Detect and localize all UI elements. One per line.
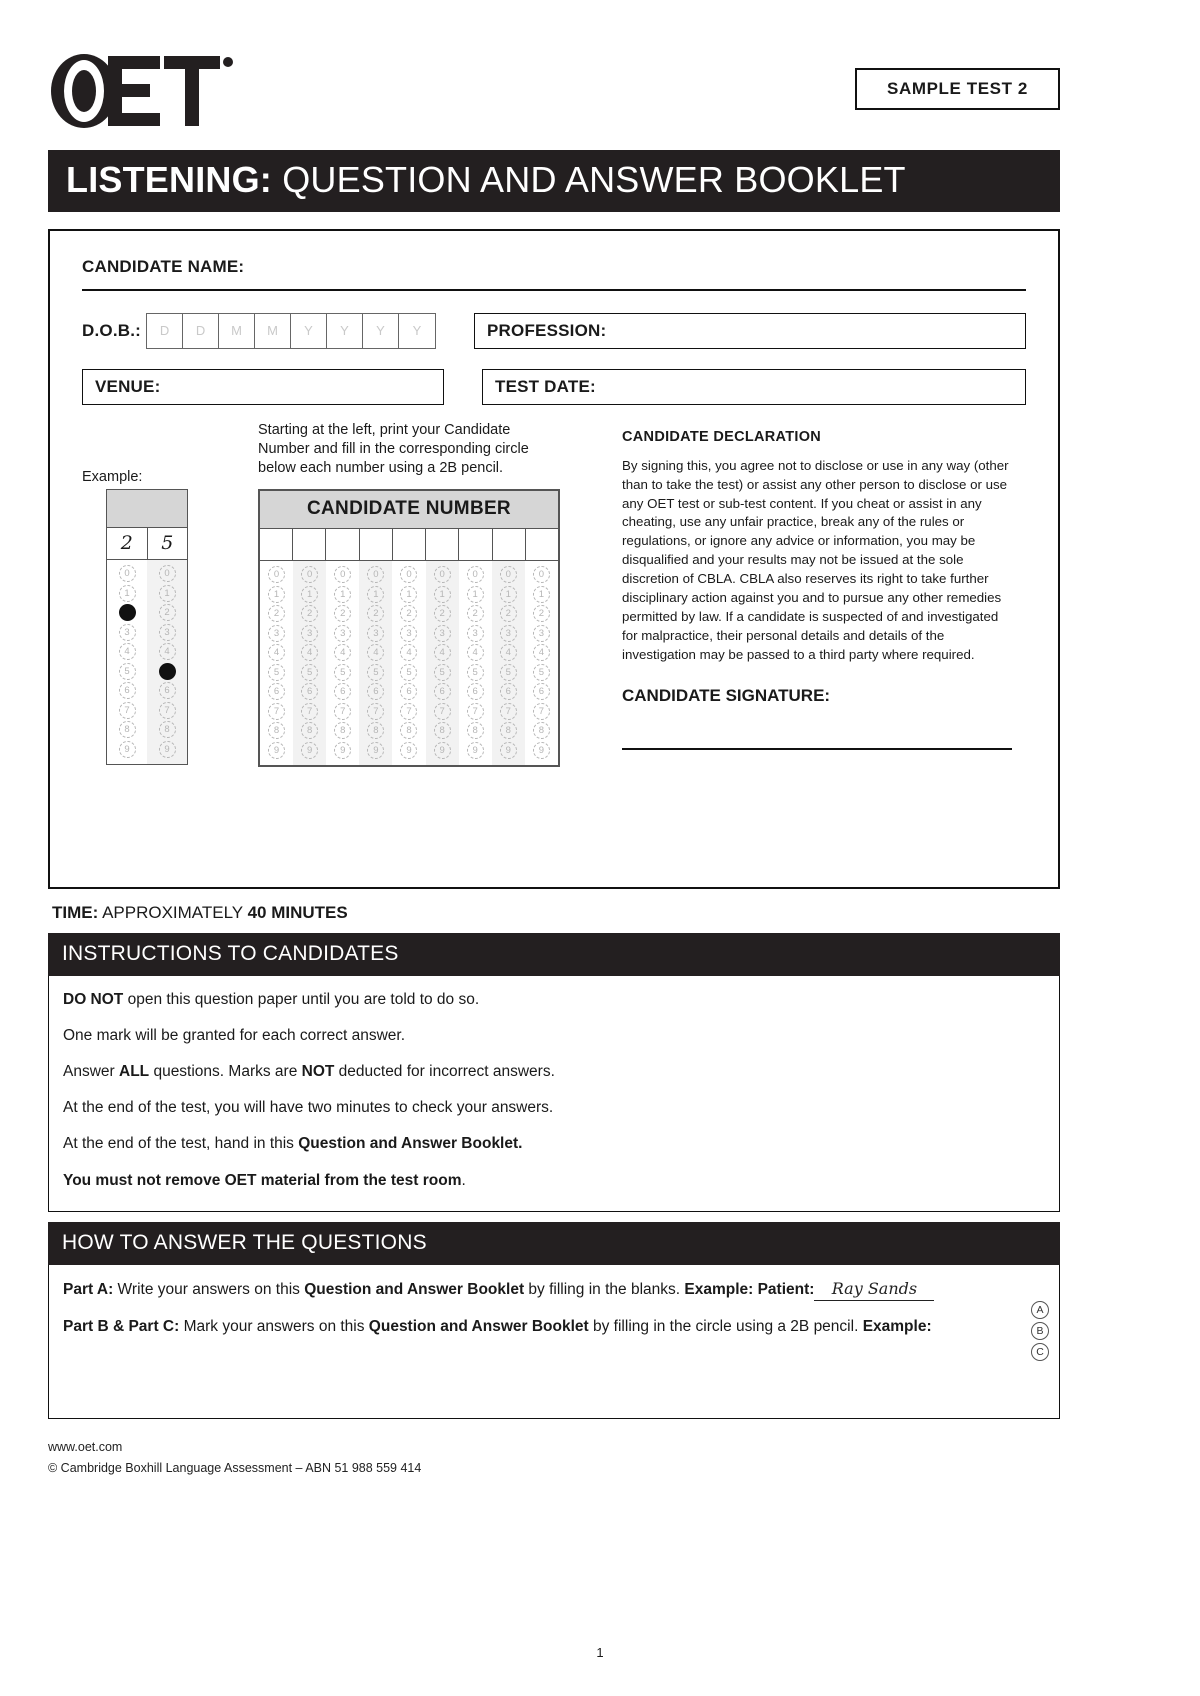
- time-line: [52, 903, 1060, 923]
- bubble-2[interactable]: 2: [334, 605, 351, 622]
- candidate-number-cell[interactable]: [459, 529, 492, 560]
- bubble-5[interactable]: [159, 663, 176, 680]
- footer-website: www.oet.com: [48, 1439, 123, 1454]
- bubble-0[interactable]: 0: [533, 566, 550, 583]
- bubble-6[interactable]: 6: [367, 683, 384, 700]
- bubble-0[interactable]: 0: [159, 565, 176, 582]
- bubble-6[interactable]: 6: [159, 682, 176, 699]
- test-date-field[interactable]: [482, 369, 1026, 405]
- bubble-9[interactable]: 9: [268, 742, 285, 759]
- bubble-1[interactable]: 1: [533, 586, 550, 603]
- page-header: [0, 0, 1200, 150]
- instruction-item: At the end of the test, you will have two minutes to check your answers.: [63, 1099, 554, 1117]
- bubble-3[interactable]: 3: [334, 625, 351, 642]
- bubble-7[interactable]: 7: [400, 703, 417, 720]
- example-label: Example:: [82, 468, 143, 485]
- candidate-number-title: CANDIDATE NUMBER: [260, 491, 558, 529]
- bubble-4[interactable]: 4: [434, 644, 451, 661]
- bubble-1[interactable]: 1: [301, 586, 318, 603]
- bubble-3[interactable]: 3: [119, 624, 136, 641]
- instruction-text: open this question paper until you are told to do so.: [123, 990, 480, 1008]
- bubble-8[interactable]: 8: [434, 722, 451, 739]
- bubble-3[interactable]: 3: [268, 625, 285, 642]
- instruction-item: [63, 1171, 1045, 1191]
- example-bubble-columns: [107, 560, 187, 765]
- bubble-2[interactable]: 2: [301, 605, 318, 622]
- bubble-4[interactable]: 4: [301, 644, 318, 661]
- bubble-2[interactable]: 2: [434, 605, 451, 622]
- bubble-0[interactable]: 0: [400, 566, 417, 583]
- bubble-9[interactable]: 9: [367, 742, 384, 759]
- part-a-line: [63, 1279, 1045, 1302]
- example-digit: 2: [107, 528, 148, 559]
- candidate-number-bubble-column[interactable]: [459, 561, 492, 766]
- bubble-9[interactable]: 9: [119, 741, 136, 758]
- declaration-title: CANDIDATE DECLARATION: [622, 428, 822, 445]
- candidate-number-bubble-column[interactable]: [326, 561, 359, 766]
- abc-bubble-b[interactable]: B: [1031, 1322, 1049, 1340]
- part-bc-text: by filling in the circle using a 2B pencil.: [588, 1318, 863, 1336]
- bubble-2[interactable]: 2: [159, 604, 176, 621]
- bubble-8[interactable]: 8: [467, 722, 484, 739]
- part-a-handwritten-example: Ray Sands: [814, 1279, 934, 1302]
- bubble-8[interactable]: 8: [301, 722, 318, 739]
- dob-label: D.O.B.:: [82, 320, 142, 340]
- bubble-6[interactable]: 6: [268, 683, 285, 700]
- bubble-5[interactable]: 5: [533, 664, 550, 681]
- candidate-number-bubble-columns[interactable]: [260, 561, 558, 766]
- dob-input[interactable]: [146, 313, 436, 349]
- bubble-7[interactable]: 7: [268, 703, 285, 720]
- instruction-text: questions. Marks are: [149, 1063, 302, 1081]
- candidate-name-input[interactable]: [82, 289, 1026, 291]
- part-a-label: Part A:: [63, 1280, 114, 1298]
- example-bubble-grid: [106, 489, 188, 766]
- venue-testdate-row: [82, 369, 1026, 405]
- bubble-7[interactable]: 7: [334, 703, 351, 720]
- candidate-number-cell[interactable]: [393, 529, 426, 560]
- candidate-number-grid[interactable]: [258, 489, 560, 768]
- bubble-1[interactable]: 1: [119, 585, 136, 602]
- bubble-0[interactable]: 0: [334, 566, 351, 583]
- bubble-8[interactable]: 8: [400, 722, 417, 739]
- bubble-5[interactable]: 5: [119, 663, 136, 680]
- bubble-9[interactable]: 9: [400, 742, 417, 759]
- time-duration: 40 MINUTES: [247, 902, 348, 922]
- bubble-6[interactable]: 6: [400, 683, 417, 700]
- test-date-label: TEST DATE:: [495, 376, 596, 396]
- bubble-8[interactable]: 8: [268, 722, 285, 739]
- candidate-number-cell[interactable]: [493, 529, 526, 560]
- example-digit: 5: [161, 532, 174, 555]
- bubble-4[interactable]: 4: [467, 644, 484, 661]
- bubble-7[interactable]: 7: [434, 703, 451, 720]
- instruction-item: [63, 1062, 1045, 1082]
- candidate-number-cell[interactable]: [260, 529, 293, 560]
- time-label: TIME:: [52, 902, 99, 922]
- bubble-3[interactable]: 3: [533, 625, 550, 642]
- candidate-number-bubble-column[interactable]: [426, 561, 459, 766]
- dob-cell[interactable]: D: [147, 314, 183, 348]
- bubble-9[interactable]: 9: [159, 741, 176, 758]
- bubble-2[interactable]: [119, 604, 136, 621]
- bubble-4[interactable]: 4: [159, 643, 176, 660]
- bubble-5[interactable]: 5: [400, 664, 417, 681]
- page-footer: [48, 1437, 1060, 1480]
- bubble-7[interactable]: 7: [367, 703, 384, 720]
- bubble-5[interactable]: 5: [500, 664, 517, 681]
- bubble-8[interactable]: 8: [367, 722, 384, 739]
- bubble-0[interactable]: 0: [301, 566, 318, 583]
- abc-bubble-c[interactable]: C: [1031, 1343, 1049, 1361]
- bubble-5[interactable]: 5: [467, 664, 484, 681]
- part-bc-text: Mark your answers on this: [179, 1318, 369, 1336]
- example-grid-header: [107, 490, 187, 528]
- bubble-0[interactable]: 0: [434, 566, 451, 583]
- bubble-0[interactable]: 0: [500, 566, 517, 583]
- bubble-1[interactable]: 1: [467, 586, 484, 603]
- instructions-body: [48, 976, 1060, 1212]
- dob-block: [82, 313, 436, 349]
- instruction-bold: ALL: [119, 1063, 150, 1081]
- bubble-2[interactable]: 2: [533, 605, 550, 622]
- instructions-heading: INSTRUCTIONS TO CANDIDATES: [48, 933, 1060, 976]
- bubble-1[interactable]: 1: [268, 586, 285, 603]
- candidate-number-cell[interactable]: [293, 529, 326, 560]
- bubble-5[interactable]: 5: [367, 664, 384, 681]
- page-title-rest: QUESTION AND ANSWER BOOKLET: [272, 159, 906, 200]
- bubble-9[interactable]: 9: [500, 742, 517, 759]
- instruction-item: [63, 990, 1045, 1010]
- bubble-9[interactable]: 9: [533, 742, 550, 759]
- time-middle: APPROXIMATELY: [98, 902, 248, 922]
- bubble-6[interactable]: 6: [334, 683, 351, 700]
- sample-test-badge: SAMPLE TEST 2: [855, 68, 1060, 110]
- candidate-name-row: [82, 257, 1026, 291]
- bubble-3[interactable]: 3: [301, 625, 318, 642]
- profession-field[interactable]: [474, 313, 1026, 349]
- instruction-item: One mark will be granted for each correct answer.: [63, 1026, 406, 1044]
- candidate-number-cell[interactable]: [326, 529, 359, 560]
- instruction-lead: DO NOT: [63, 990, 124, 1008]
- bubble-8[interactable]: 8: [159, 721, 176, 738]
- part-a-bold: Question and Answer Booklet: [304, 1280, 525, 1298]
- bubble-4[interactable]: 4: [400, 644, 417, 661]
- part-a-text: by filling in the blanks.: [524, 1280, 685, 1298]
- how-to-answer-section: [48, 1222, 1060, 1419]
- bubble-4[interactable]: 4: [268, 644, 285, 661]
- bubble-5[interactable]: 5: [301, 664, 318, 681]
- page-title: [48, 150, 1060, 212]
- part-bc-example-label: Example:: [862, 1318, 932, 1336]
- candidate-number-bubble-column[interactable]: [293, 561, 326, 766]
- bubble-8[interactable]: 8: [334, 722, 351, 739]
- bubble-1[interactable]: 1: [367, 586, 384, 603]
- bubble-4[interactable]: 4: [533, 644, 550, 661]
- dob-cell[interactable]: Y: [363, 314, 399, 348]
- bubble-3[interactable]: 3: [467, 625, 484, 642]
- bubble-0[interactable]: 0: [119, 565, 136, 582]
- bubble-4[interactable]: 4: [334, 644, 351, 661]
- bubble-7[interactable]: 7: [301, 703, 318, 720]
- example-bubble-column: [147, 560, 187, 765]
- bubble-1[interactable]: 1: [500, 586, 517, 603]
- bubble-3[interactable]: 3: [367, 625, 384, 642]
- bubble-6[interactable]: 6: [467, 683, 484, 700]
- example-bubble-column: [107, 560, 147, 765]
- instruction-item: [63, 1134, 1045, 1154]
- bubble-5[interactable]: 5: [334, 664, 351, 681]
- part-bc-bold: Question and Answer Booklet: [368, 1318, 589, 1336]
- bubble-1[interactable]: 1: [334, 586, 351, 603]
- bubble-1[interactable]: 1: [400, 586, 417, 603]
- candidate-number-write-row[interactable]: [260, 529, 558, 561]
- instruction-text: At the end of the test, hand in this: [63, 1135, 299, 1153]
- part-a-example-label: Example: Patient:: [684, 1280, 815, 1298]
- bubble-9[interactable]: 9: [467, 742, 484, 759]
- page-number: 1: [596, 1645, 604, 1660]
- candidate-name-label: CANDIDATE NAME:: [82, 256, 245, 276]
- dob-cell[interactable]: Y: [412, 323, 422, 339]
- bubble-9[interactable]: 9: [334, 742, 351, 759]
- bubble-3[interactable]: 3: [400, 625, 417, 642]
- profession-label: PROFESSION:: [487, 320, 607, 340]
- dob-cell[interactable]: M: [219, 314, 255, 348]
- candidate-number-cell[interactable]: [526, 529, 558, 560]
- candidate-number-cell[interactable]: [360, 529, 393, 560]
- how-to-answer-heading: HOW TO ANSWER THE QUESTIONS: [48, 1222, 1060, 1265]
- part-bc-label: Part B & Part C:: [63, 1318, 180, 1336]
- bubble-7[interactable]: 7: [500, 703, 517, 720]
- instructions-section: [48, 933, 1060, 1212]
- bubble-6[interactable]: 6: [301, 683, 318, 700]
- bubble-8[interactable]: 8: [533, 722, 550, 739]
- candidate-number-bubble-column[interactable]: [392, 561, 425, 766]
- dob-cell[interactable]: D: [183, 314, 219, 348]
- bubble-8[interactable]: 8: [119, 721, 136, 738]
- bubble-0[interactable]: 0: [467, 566, 484, 583]
- bubble-7[interactable]: 7: [119, 702, 136, 719]
- bubble-9[interactable]: 9: [434, 742, 451, 759]
- instruction-text: deducted for incorrect answers.: [334, 1063, 555, 1081]
- bubble-7[interactable]: 7: [533, 703, 550, 720]
- print-instruction-note: Starting at the left, print your Candidate Number and fill in the corresponding circle below each number using a 2B pencil.: [258, 421, 529, 477]
- example-handwritten-row: [107, 528, 187, 560]
- bubble-area: [82, 421, 1026, 861]
- instruction-text: .: [461, 1171, 466, 1189]
- abc-option-bubbles[interactable]: [1031, 1301, 1049, 1361]
- bubble-2[interactable]: 2: [467, 605, 484, 622]
- declaration-body: By signing this, you agree not to disclose or use in any way (other than to take the test) or assist any other person to disclose or use any OET test or sub-test content. If you cheat or assist in any cheating, use any unfair practice, break any of the rules or regulations, or ignore any advice or information, you may be disqualified and your results may not be issued at the sole discretion of CBLA. CBLA also reserves its right to take further disciplinary action against you and to pursue any other remedies permitted by law. If a candidate is suspected of and investigated for malpractice, their personal details and details of the investigation may be passed to a third party where required.: [622, 457, 1009, 662]
- footer-copyright: © Cambridge Boxhill Language Assessment – ABN 51 988 559 414: [48, 1460, 422, 1475]
- bubble-3[interactable]: 3: [434, 625, 451, 642]
- bubble-3[interactable]: 3: [159, 624, 176, 641]
- bubble-0[interactable]: 0: [367, 566, 384, 583]
- bubble-4[interactable]: 4: [500, 644, 517, 661]
- oet-logo: [48, 52, 238, 130]
- bubble-3[interactable]: 3: [500, 625, 517, 642]
- bubble-6[interactable]: 6: [533, 683, 550, 700]
- instruction-bold: NOT: [301, 1063, 335, 1081]
- bubble-1[interactable]: 1: [434, 586, 451, 603]
- bubble-4[interactable]: 4: [119, 643, 136, 660]
- bubble-6[interactable]: 6: [500, 683, 517, 700]
- bubble-6[interactable]: 6: [434, 683, 451, 700]
- venue-field[interactable]: [82, 369, 444, 405]
- bubble-7[interactable]: 7: [159, 702, 176, 719]
- bubble-2[interactable]: 2: [400, 605, 417, 622]
- bubble-9[interactable]: 9: [301, 742, 318, 759]
- instruction-bold: Question and Answer Booklet.: [298, 1135, 523, 1153]
- dob-cell[interactable]: Y: [327, 314, 363, 348]
- bubble-5[interactable]: 5: [434, 664, 451, 681]
- bubble-2[interactable]: 2: [367, 605, 384, 622]
- bubble-7[interactable]: 7: [467, 703, 484, 720]
- bubble-2[interactable]: 2: [500, 605, 517, 622]
- candidate-number-bubble-column[interactable]: [359, 561, 392, 766]
- candidate-details-panel: [48, 229, 1060, 889]
- bubble-6[interactable]: 6: [119, 682, 136, 699]
- dob-profession-row: [82, 313, 1026, 349]
- bubble-2[interactable]: 2: [268, 605, 285, 622]
- abc-bubble-a[interactable]: A: [1031, 1301, 1049, 1319]
- candidate-number-bubble-column[interactable]: [492, 561, 525, 766]
- bubble-4[interactable]: 4: [367, 644, 384, 661]
- instruction-bold: You must not remove OET material from the test room: [63, 1171, 462, 1189]
- candidate-declaration: [622, 429, 1012, 751]
- signature-label: CANDIDATE SIGNATURE:: [622, 686, 831, 706]
- bubble-5[interactable]: 5: [268, 664, 285, 681]
- how-to-answer-body: [48, 1265, 1060, 1419]
- dob-cell[interactable]: M: [255, 314, 291, 348]
- instruction-text: Answer: [63, 1063, 119, 1081]
- candidate-number-bubble-column[interactable]: [260, 561, 293, 766]
- part-a-text: Write your answers on this: [113, 1280, 305, 1298]
- bubble-8[interactable]: 8: [500, 722, 517, 739]
- candidate-number-bubble-column[interactable]: [525, 561, 558, 766]
- part-bc-line: [63, 1317, 1045, 1337]
- candidate-number-cell[interactable]: [426, 529, 459, 560]
- signature-input[interactable]: [622, 748, 1012, 750]
- dob-cell[interactable]: Y: [291, 314, 327, 348]
- bubble-1[interactable]: 1: [159, 585, 176, 602]
- page-title-bold: LISTENING:: [66, 159, 272, 200]
- bubble-0[interactable]: 0: [268, 566, 285, 583]
- venue-label: VENUE:: [95, 376, 161, 396]
